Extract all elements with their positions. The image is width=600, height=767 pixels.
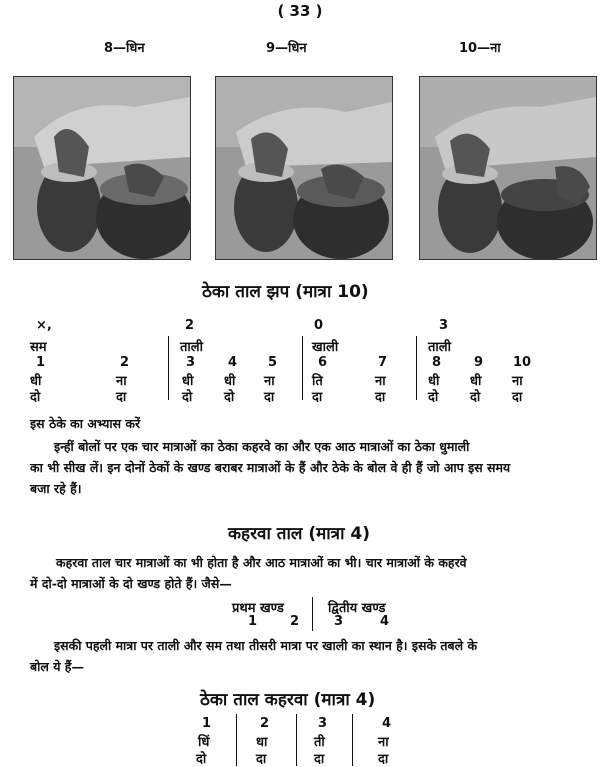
bol: ती <box>314 735 325 750</box>
bol: दा <box>378 752 389 767</box>
beat-number: 6 <box>318 355 328 370</box>
paragraph-line: बोल ये हैं— <box>30 659 84 674</box>
paragraph-line: बजा रहे हैं। <box>30 481 82 496</box>
bol: दो <box>428 390 439 405</box>
sam-label: सम <box>30 340 47 355</box>
beat-number: 5 <box>268 355 278 370</box>
bol: धी <box>224 374 236 389</box>
paragraph-line: का भी सीख लें। इन दोनों ठेकों के खण्ड बराबर मात्राओं के हैं और ठेके के बोल वे ही हैं जो आप इस समय <box>30 460 511 475</box>
beat-number: 10 <box>513 355 532 370</box>
paragraph-line: इसकी पहली मात्रा पर ताली और सम तथा तीसरी मात्रा पर खाली का स्थान है। इसके तबले के <box>54 638 478 653</box>
divider <box>296 714 297 766</box>
beat-number: 8 <box>432 355 442 370</box>
divider <box>168 336 169 400</box>
divider <box>352 714 353 766</box>
beat-number: 2 <box>290 614 300 629</box>
divider <box>312 597 313 631</box>
bol: दा <box>512 390 523 405</box>
khali-label: खाली <box>312 340 339 355</box>
paragraph-line: कहरवा ताल चार मात्राओं का भी होता है और आठ मात्राओं का भी। चार मात्राओं के कहरवे <box>56 555 467 570</box>
beat-number: 7 <box>378 355 388 370</box>
tali-label-2: ताली <box>180 340 203 355</box>
beat-number: 9 <box>474 355 484 370</box>
tabla-photo-dhin-8 <box>13 76 191 260</box>
divider <box>416 336 417 400</box>
bol: ना <box>378 735 389 750</box>
beat-number: 4 <box>380 614 390 629</box>
sam-mark: ×, <box>36 318 52 333</box>
bol: दा <box>375 390 386 405</box>
bol: दा <box>264 390 275 405</box>
bol: धिं <box>198 735 210 750</box>
bol: धा <box>256 735 268 750</box>
beat-number: 3 <box>186 355 196 370</box>
bol: दो <box>182 390 193 405</box>
paragraph-line: इन्हीं बोलों पर एक चार मात्राओं का ठेका कहरवे का और एक आठ मात्राओं का ठेका धुमाली <box>54 439 470 454</box>
bol: धी <box>30 374 42 389</box>
photo-caption-8: 8—धिन <box>104 41 145 56</box>
bol: दा <box>256 752 267 767</box>
divider <box>236 714 237 766</box>
beat-number: 2 <box>120 355 130 370</box>
theka-kaharwa-heading: ठेका ताल कहरवा (मात्रा 4) <box>200 690 376 710</box>
tabla-photo-dhin-9 <box>215 76 393 260</box>
bol: दो <box>196 752 207 767</box>
photo-caption-10: 10—ना <box>459 41 501 56</box>
bol: धी <box>470 374 482 389</box>
bol: ना <box>375 374 386 389</box>
khali-mark-0: 0 <box>314 318 324 333</box>
beat-number: 1 <box>248 614 258 629</box>
bol: धी <box>182 374 194 389</box>
first-khand-label: प्रथम खण्ड <box>232 601 284 616</box>
page-number: ( 33 ) <box>277 2 323 20</box>
bol: दो <box>224 390 235 405</box>
tabla-photo-na-10 <box>419 76 597 260</box>
bol: दा <box>116 390 127 405</box>
practice-text: इस ठेके का अभ्यास करें <box>30 416 141 431</box>
tali-mark-3: 3 <box>439 318 449 333</box>
paragraph-line: में दो-दो मात्राओं के दो खण्ड होते हैं। जैसे— <box>30 576 232 591</box>
jhap-taal-heading: ठेका ताल झप (मात्रा 10) <box>202 282 369 302</box>
beat-number: 2 <box>260 716 270 731</box>
bol: दा <box>312 390 323 405</box>
tali-mark-2: 2 <box>185 318 195 333</box>
bol: ना <box>512 374 523 389</box>
bol: धी <box>428 374 440 389</box>
bol: दा <box>314 752 325 767</box>
divider <box>302 336 303 400</box>
second-khand-label: द्वितीय खण्ड <box>328 601 386 616</box>
beat-number: 1 <box>36 355 46 370</box>
beat-number: 1 <box>202 716 212 731</box>
bol: दो <box>470 390 481 405</box>
bol: ना <box>116 374 127 389</box>
kaharwa-heading: कहरवा ताल (मात्रा 4) <box>228 524 370 544</box>
beat-number: 3 <box>334 614 344 629</box>
beat-number: 3 <box>318 716 328 731</box>
beat-number: 4 <box>382 716 392 731</box>
bol: ना <box>264 374 275 389</box>
tali-label-3: ताली <box>428 340 451 355</box>
bol: दो <box>30 390 41 405</box>
photo-caption-9: 9—धिन <box>266 41 307 56</box>
bol: ति <box>312 374 323 389</box>
beat-number: 4 <box>228 355 238 370</box>
